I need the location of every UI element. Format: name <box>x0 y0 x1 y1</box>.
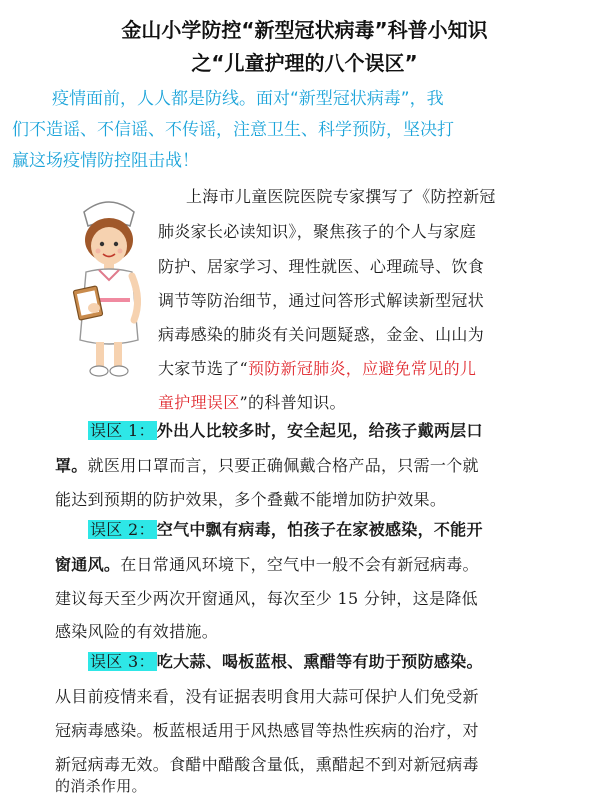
misconception-2-label: 误区 2： <box>90 520 155 539</box>
body-line-7 <box>158 393 346 413</box>
misconception-2-text-a: 在日常通风环境下，空气中一般不会有新冠病毒。 <box>120 555 479 574</box>
misconception-3-heading <box>88 652 483 672</box>
misconception-1-heading-text: 外出人比较多时，安全起见，给孩子戴两层口 <box>156 421 483 440</box>
misconception-2-heading-end: 窗通风。 <box>55 555 121 574</box>
misconception-2-text-b: 建议每天至少两次开窗通风，每次至少 15 分钟，这是降低 <box>55 589 478 608</box>
intro-paragraph <box>12 84 562 177</box>
body-line-1: 上海市儿童医院医院专家撰写了《防控新冠 <box>186 187 496 206</box>
misconception-1-heading-end: 罩。 <box>55 456 88 475</box>
misconception-1-text-a: 就医用口罩而言，只要正确佩戴合格产品，只需一个就 <box>87 456 479 475</box>
intro-line-1: 疫情面前，人人都是防线。面对“新型冠状病毒”，我 <box>52 89 444 109</box>
title-line-1: 金山小学防控“新型冠状病毒”科普小知识 <box>121 18 488 42</box>
misconception-2-heading-text: 空气中飘有病毒，怕孩子在家被感染，不能开 <box>156 520 483 539</box>
body-line-3: 防护、居家学习、理性就医、心理疏导、饮食 <box>158 257 485 276</box>
misconception-3-text-a: 从目前疫情来看，没有证据表明食用大蒜可保护人们免受新 <box>55 687 479 706</box>
misconception-2-line-2 <box>55 555 479 575</box>
nurse-illustration <box>66 190 152 380</box>
intro-line-3: 赢这场疫情防控阻击战！ <box>12 151 199 171</box>
misconception-1-text-b: 能达到预期的防护效果，多个叠戴不能增加防护效果。 <box>55 490 447 509</box>
misconception-3-label: 误区 3： <box>90 652 155 671</box>
misconception-1-heading <box>88 421 483 441</box>
body-line-7-text: ”的科普知识。 <box>239 393 346 412</box>
misconception-3-text-c: 新冠病毒无效。食醋中醋酸含量低，熏醋起不到对新冠病毒 <box>55 755 479 774</box>
body-line-2: 肺炎家长必读知识》，聚焦孩子的个人与家庭 <box>158 222 477 241</box>
body-line-6-text: 大家节选了“ <box>158 359 248 378</box>
misconception-2-heading <box>88 520 483 540</box>
misconception-3-text-b: 冠病毒感染。板蓝根适用于风热感冒等热性疾病的治疗，对 <box>55 721 479 740</box>
misconception-1-line-2 <box>55 456 479 476</box>
misconception-3-text-d: 的消杀作用。 <box>55 777 147 795</box>
misconception-1-label: 误区 1： <box>90 421 155 440</box>
highlight-red-text-2: 童护理误区 <box>158 393 240 412</box>
title-line-2: 之“儿童护理的八个误区” <box>191 51 418 75</box>
misconception-2-text-c: 感染风险的有效措施。 <box>55 622 219 641</box>
body-line-6 <box>158 359 476 379</box>
intro-line-2: 们不造谣、不信谣、不传谣，注意卫生、科学预防，坚决打 <box>12 120 454 140</box>
highlight-red-text-1: 预防新冠肺炎，应避免常见的儿 <box>247 359 477 378</box>
body-line-5: 病毒感染的肺炎有关问题疑惑，金金、山山为 <box>158 325 485 344</box>
misconception-3-heading-text: 吃大蒜、喝板蓝根、熏醋等有助于预防感染。 <box>156 652 483 671</box>
body-line-4: 调节等防治细节，通过问答形式解读新型冠状 <box>158 291 485 310</box>
